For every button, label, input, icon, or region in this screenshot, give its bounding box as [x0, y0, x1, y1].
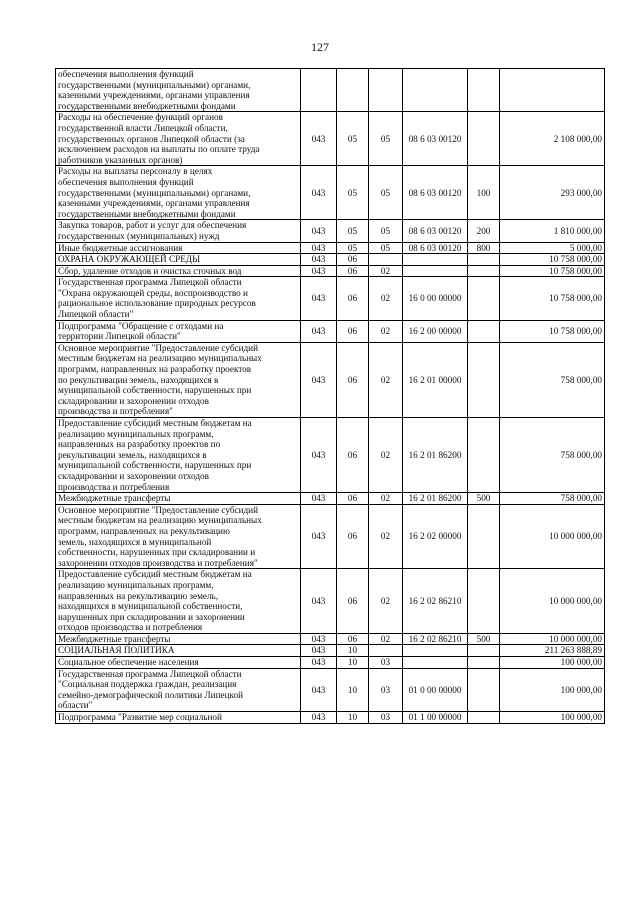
- amount-cell: 10 000 000,00: [500, 633, 605, 645]
- subsection-code-cell: 03: [369, 668, 403, 711]
- admin-code-cell: 043: [301, 342, 337, 417]
- expense-type-code-cell: 200: [468, 220, 500, 242]
- amount-cell: 211 263 888,89: [500, 645, 605, 657]
- amount-cell: 10 758 000,00: [500, 320, 605, 342]
- section-code-cell: 06: [337, 493, 369, 505]
- section-code-cell: 05: [337, 166, 369, 220]
- table-row: [56, 112, 605, 166]
- amount-cell: 293 000,00: [500, 166, 605, 220]
- admin-code-cell: 043: [301, 668, 337, 711]
- target-article-code-cell: 16 2 00 00000: [403, 320, 468, 342]
- expense-type-code-cell: [468, 320, 500, 342]
- admin-code-cell: 043: [301, 569, 337, 634]
- admin-code-cell: 043: [301, 712, 337, 724]
- admin-code-cell: 043: [301, 645, 337, 657]
- amount-cell: 758 000,00: [500, 418, 605, 493]
- item-name-cell: Предоставление субсидий местным бюджетам на реализацию муниципальных программ, направленных на рекультивацию земель, находящихся в муниципальной собственности, нарушенных при складировании и захоронении отходов производства и потребления: [56, 569, 301, 634]
- amount-cell: 10 758 000,00: [500, 265, 605, 277]
- table-row: [56, 69, 605, 112]
- section-code-cell: 05: [337, 112, 369, 166]
- target-article-code-cell: 08 6 03 00120: [403, 220, 468, 242]
- table-row: [56, 504, 605, 569]
- item-name-cell: Государственная программа Липецкой области "Охрана окружающей среды, воспроизводство и рациональное использование природных ресурсов Липецкой области": [56, 277, 301, 320]
- section-code-cell: 10: [337, 668, 369, 711]
- amount-cell: 100 000,00: [500, 657, 605, 669]
- target-article-code-cell: 16 2 02 86210: [403, 569, 468, 634]
- expense-type-code-cell: [468, 342, 500, 417]
- table-row: [56, 220, 605, 242]
- admin-code-cell: [301, 69, 337, 112]
- amount-cell: 100 000,00: [500, 712, 605, 724]
- expense-type-code-cell: [468, 668, 500, 711]
- target-article-code-cell: 16 2 01 86200: [403, 493, 468, 505]
- subsection-code-cell: 05: [369, 242, 403, 254]
- admin-code-cell: 043: [301, 320, 337, 342]
- expense-type-code-cell: [468, 504, 500, 569]
- section-code-cell: 10: [337, 657, 369, 669]
- subsection-code-cell: 02: [369, 418, 403, 493]
- target-article-code-cell: [403, 265, 468, 277]
- amount-cell: 10 000 000,00: [500, 504, 605, 569]
- admin-code-cell: 043: [301, 493, 337, 505]
- subsection-code-cell: [369, 645, 403, 657]
- expense-type-code-cell: [468, 112, 500, 166]
- subsection-code-cell: 05: [369, 112, 403, 166]
- section-code-cell: 06: [337, 277, 369, 320]
- subsection-code-cell: 05: [369, 220, 403, 242]
- item-name-cell: Социальное обеспечение населения: [56, 657, 301, 669]
- table-row: [56, 254, 605, 266]
- amount-cell: 10 758 000,00: [500, 254, 605, 266]
- expense-type-code-cell: 500: [468, 633, 500, 645]
- item-name-cell: Расходы на обеспечение функций органов государственной власти Липецкой области, государственных органов Липецкой области (за исключением расходов на выплаты по оплате труда работников указанных органов): [56, 112, 301, 166]
- table-row: [56, 633, 605, 645]
- subsection-code-cell: 02: [369, 633, 403, 645]
- item-name-cell: Подпрограмма "Обращение с отходами на территории Липецкой области": [56, 320, 301, 342]
- amount-cell: 1 810 000,00: [500, 220, 605, 242]
- target-article-code-cell: 16 2 01 86200: [403, 418, 468, 493]
- expense-type-code-cell: 100: [468, 166, 500, 220]
- table-row: [56, 657, 605, 669]
- target-article-code-cell: 08 6 03 00120: [403, 166, 468, 220]
- table-row: [56, 342, 605, 417]
- table-row: [56, 493, 605, 505]
- amount-cell: 758 000,00: [500, 493, 605, 505]
- target-article-code-cell: 16 2 02 00000: [403, 504, 468, 569]
- subsection-code-cell: [369, 254, 403, 266]
- admin-code-cell: 043: [301, 657, 337, 669]
- section-code-cell: 06: [337, 265, 369, 277]
- budget-table: [55, 68, 605, 724]
- page-number: 127: [311, 40, 329, 54]
- item-name-cell: Межбюджетные трансферты: [56, 633, 301, 645]
- item-name-cell: Предоставление субсидий местным бюджетам на реализацию муниципальных программ, направленных на разработку проектов по рекультивации земель, находящихся в муниципальной собственности, нарушенных при складировании и захоронении отходов производства и потребления: [56, 418, 301, 493]
- subsection-code-cell: 02: [369, 277, 403, 320]
- amount-cell: 758 000,00: [500, 342, 605, 417]
- subsection-code-cell: 05: [369, 166, 403, 220]
- target-article-code-cell: [403, 69, 468, 112]
- target-article-code-cell: 01 0 00 00000: [403, 668, 468, 711]
- subsection-code-cell: 02: [369, 342, 403, 417]
- target-article-code-cell: [403, 645, 468, 657]
- expense-type-code-cell: 500: [468, 493, 500, 505]
- amount-cell: 5 000,00: [500, 242, 605, 254]
- section-code-cell: 05: [337, 220, 369, 242]
- subsection-code-cell: 03: [369, 712, 403, 724]
- admin-code-cell: 043: [301, 265, 337, 277]
- section-code-cell: 05: [337, 242, 369, 254]
- section-code-cell: 06: [337, 569, 369, 634]
- admin-code-cell: 043: [301, 418, 337, 493]
- target-article-code-cell: 01 1 00 00000: [403, 712, 468, 724]
- item-name-cell: Основное мероприятие "Предоставление субсидий местным бюджетам на реализацию муниципальных программ, направленных на разработку проектов по рекультивации земель, находящихся в муниципальной собственности, нарушенных при складировании и захоронении отходов производства и потребления": [56, 342, 301, 417]
- budget-table-body: [56, 69, 605, 724]
- subsection-code-cell: 02: [369, 320, 403, 342]
- table-row: [56, 320, 605, 342]
- table-row: [56, 569, 605, 634]
- section-code-cell: [337, 69, 369, 112]
- item-name-cell: Закупка товаров, работ и услуг для обеспечения государственных (муниципальных) нужд: [56, 220, 301, 242]
- admin-code-cell: 043: [301, 166, 337, 220]
- admin-code-cell: 043: [301, 220, 337, 242]
- section-code-cell: 06: [337, 633, 369, 645]
- admin-code-cell: 043: [301, 277, 337, 320]
- target-article-code-cell: 08 6 03 00120: [403, 112, 468, 166]
- expense-type-code-cell: [468, 645, 500, 657]
- expense-type-code-cell: [468, 265, 500, 277]
- expense-type-code-cell: [468, 712, 500, 724]
- expense-type-code-cell: [468, 657, 500, 669]
- amount-cell: 10 000 000,00: [500, 569, 605, 634]
- subsection-code-cell: [369, 69, 403, 112]
- item-name-cell: Основное мероприятие "Предоставление субсидий местным бюджетам на реализацию муниципальных программ, направленных на рекультивацию земель, находящихся в муниципальной собственности, нарушенных при складировании и захоронении отходов производства и потребления": [56, 504, 301, 569]
- target-article-code-cell: [403, 657, 468, 669]
- item-name-cell: Сбор, удаление отходов и очистка сточных вод: [56, 265, 301, 277]
- item-name-cell: Государственная программа Липецкой области "Социальная поддержка граждан, реализация семейно-демографической политики Липецкой области": [56, 668, 301, 711]
- expense-type-code-cell: 800: [468, 242, 500, 254]
- admin-code-cell: 043: [301, 242, 337, 254]
- amount-cell: [500, 69, 605, 112]
- item-name-cell: Межбюджетные трансферты: [56, 493, 301, 505]
- section-code-cell: 06: [337, 320, 369, 342]
- subsection-code-cell: 02: [369, 265, 403, 277]
- target-article-code-cell: [403, 254, 468, 266]
- item-name-cell: обеспечения выполнения функций государственными (муниципальными) органами, казенными учреждениями, органами управления государственными внебюджетными фондами: [56, 69, 301, 112]
- subsection-code-cell: 02: [369, 569, 403, 634]
- table-row: [56, 645, 605, 657]
- table-row: [56, 242, 605, 254]
- subsection-code-cell: 03: [369, 657, 403, 669]
- admin-code-cell: 043: [301, 254, 337, 266]
- target-article-code-cell: 16 0 00 00000: [403, 277, 468, 320]
- target-article-code-cell: 16 2 01 00000: [403, 342, 468, 417]
- subsection-code-cell: 02: [369, 493, 403, 505]
- expense-type-code-cell: [468, 69, 500, 112]
- section-code-cell: 06: [337, 254, 369, 266]
- amount-cell: 2 108 000,00: [500, 112, 605, 166]
- section-code-cell: 10: [337, 645, 369, 657]
- amount-cell: 10 758 000,00: [500, 277, 605, 320]
- expense-type-code-cell: [468, 277, 500, 320]
- amount-cell: 100 000,00: [500, 668, 605, 711]
- table-row: [56, 265, 605, 277]
- item-name-cell: СОЦИАЛЬНАЯ ПОЛИТИКА: [56, 645, 301, 657]
- item-name-cell: Расходы на выплаты персоналу в целях обеспечения выполнения функций государственными (муниципальными) органами, казенными учреждениями, органами управления государственными внебюджетными фондами: [56, 166, 301, 220]
- target-article-code-cell: 08 6 03 00120: [403, 242, 468, 254]
- section-code-cell: 06: [337, 342, 369, 417]
- admin-code-cell: 043: [301, 504, 337, 569]
- section-code-cell: 10: [337, 712, 369, 724]
- table-row: [56, 712, 605, 724]
- section-code-cell: 06: [337, 504, 369, 569]
- subsection-code-cell: 02: [369, 504, 403, 569]
- expense-type-code-cell: [468, 254, 500, 266]
- item-name-cell: ОХРАНА ОКРУЖАЮЩЕЙ СРЕДЫ: [56, 254, 301, 266]
- table-row: [56, 418, 605, 493]
- table-row: [56, 277, 605, 320]
- item-name-cell: Подпрограмма "Развитие мер социальной: [56, 712, 301, 724]
- expense-type-code-cell: [468, 569, 500, 634]
- table-row: [56, 668, 605, 711]
- admin-code-cell: 043: [301, 633, 337, 645]
- item-name-cell: Иные бюджетные ассигнования: [56, 242, 301, 254]
- section-code-cell: 06: [337, 418, 369, 493]
- admin-code-cell: 043: [301, 112, 337, 166]
- table-row: [56, 166, 605, 220]
- expense-type-code-cell: [468, 418, 500, 493]
- target-article-code-cell: 16 2 02 86210: [403, 633, 468, 645]
